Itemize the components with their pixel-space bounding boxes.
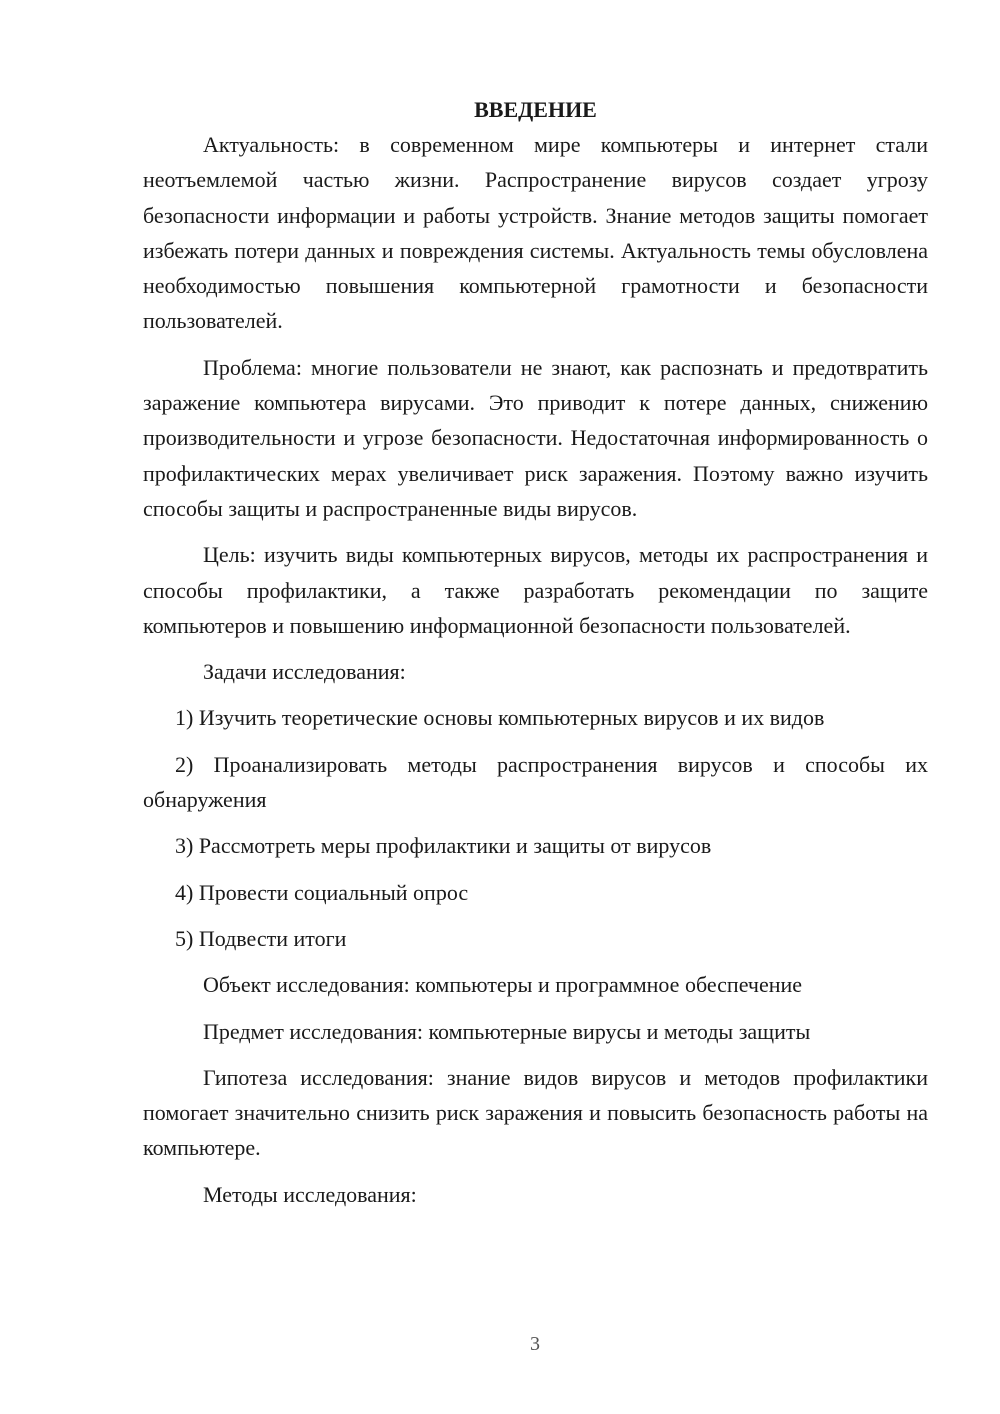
relevance-paragraph: Актуальность: в современном мире компьютеры и интернет стали неотъемлемой частью жизни. Распространение вирусов создает угрозу безопасности информации и работы устройств. Знание методов защиты помогает избежать потери данных и повреждения системы. Актуальность темы обусловлена необходимостью повышения компьютерной грамотности и безопасности пользователей. — [143, 132, 928, 334]
research-methods: Методы исследования: — [203, 1181, 417, 1207]
page-number: 3 — [530, 1333, 540, 1355]
problem-paragraph: Проблема: многие пользователи не знают, как распознать и предотвратить заражение компьютера вирусами. Это приводит к потере данных, снижению производительности и угрозе безопасности. Недостаточная информированность о профилактических мерах увеличивает риск заражения. Поэтому важно изучить способы защиты и распространенные виды вирусов. — [143, 354, 928, 521]
task-item: 3) Рассмотреть меры профилактики и защиты от вирусов — [175, 833, 712, 859]
task-item: 1) Изучить теоретические основы компьютерных вирусов и их видов — [175, 705, 825, 731]
task-item: 5) Подвести итоги — [175, 925, 347, 951]
page-title: ВВЕДЕНИЕ — [474, 97, 597, 122]
research-subject: Предмет исследования: компьютерные вирусы и методы защиты — [203, 1018, 811, 1044]
document-page — [143, 92, 928, 1223]
task-item: 2) Проанализировать методы распространения вирусов и способы их обнаружения — [143, 751, 928, 813]
task-item: 4) Провести социальный опрос — [175, 879, 469, 905]
research-object: Объект исследования: компьютеры и программное обеспечение — [203, 972, 803, 998]
tasks-heading: Задачи исследования: — [203, 659, 406, 685]
goal-paragraph: Цель: изучить виды компьютерных вирусов, методы их распространения и способы профилактики, а также разработать рекомендации по защите компьютеров и повышению информационной безопасности пользователей. — [143, 542, 928, 638]
research-hypothesis: Гипотеза исследования: знание видов вирусов и методов профилактики помогает значительно снизить риск заражения и повысить безопасность работы на компьютере. — [143, 1064, 928, 1161]
